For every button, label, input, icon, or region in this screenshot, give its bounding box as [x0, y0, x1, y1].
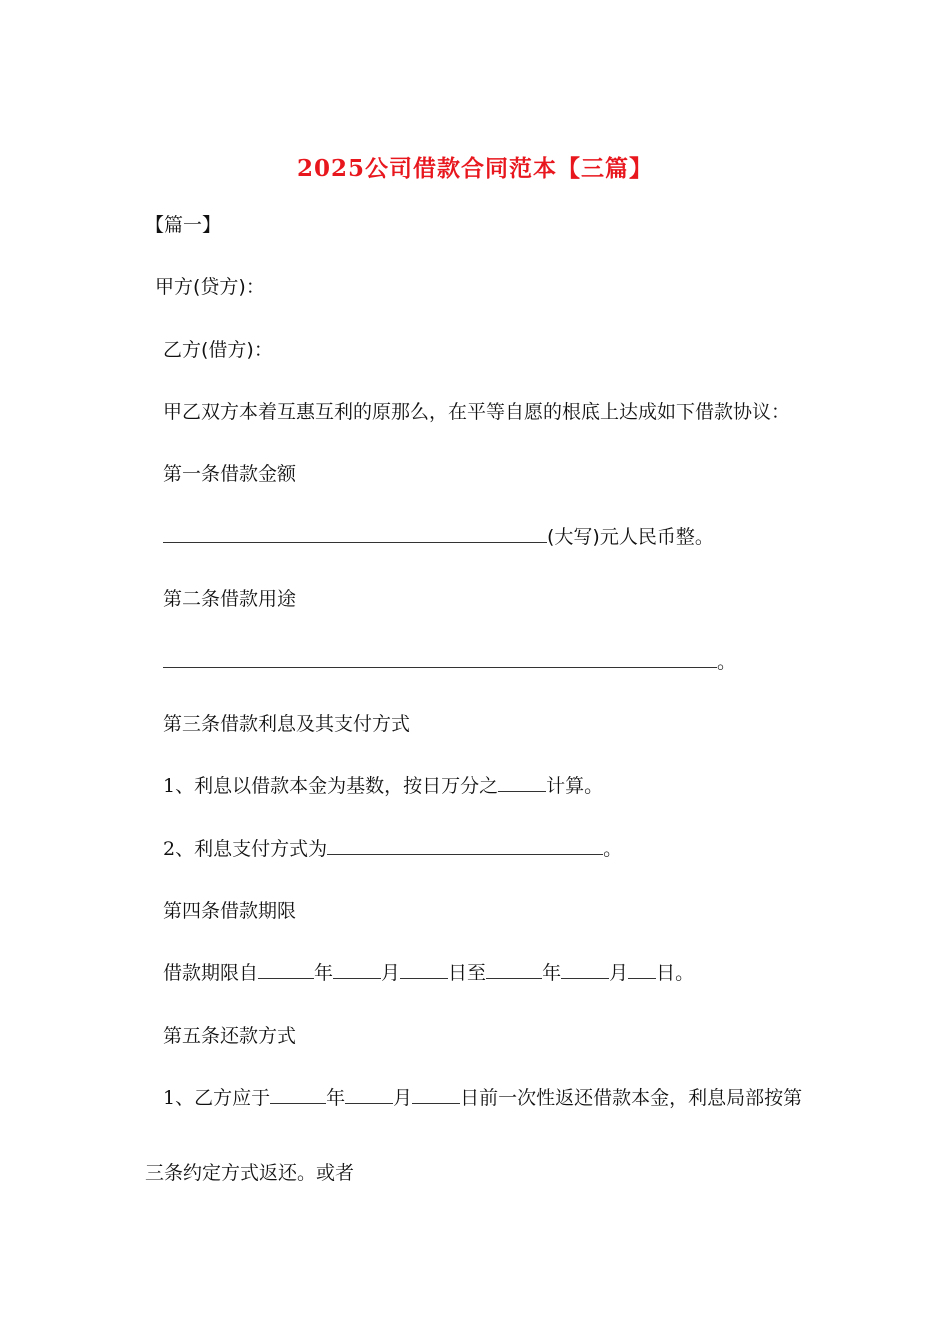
month-label: 月 — [393, 1087, 413, 1109]
item-tail: 日前一次性返还借款本金，利息局部按第 — [460, 1087, 803, 1109]
article-1-tail: (大写)元人民币整。 — [547, 526, 714, 548]
section-heading: 【篇一】 — [145, 214, 222, 236]
item-text: 、利息支付方式为 — [175, 838, 328, 860]
item-number: 1 — [163, 775, 176, 797]
end-month-blank — [561, 960, 609, 979]
start-day-blank — [400, 960, 448, 979]
intro-paragraph: 甲乙双方本着互惠互利的原那么，在平等自愿的根底上达成如下借款协议： — [163, 401, 791, 423]
term-label: 借款期限自 — [163, 962, 259, 984]
party-a-line: 甲方(贷方)： — [155, 276, 265, 298]
repay-year-blank — [270, 1085, 326, 1104]
article-1-body — [163, 524, 714, 550]
item-number: 2 — [163, 838, 176, 860]
article-5-continuation: 三条约定方式返还。或者 — [145, 1162, 355, 1184]
end-year-blank — [486, 960, 542, 979]
amount-blank — [163, 524, 547, 543]
page-title: 2025公司借款合同范本【三篇】 — [296, 155, 653, 182]
article-3-item-2 — [163, 836, 622, 862]
article-3-item-1 — [163, 773, 603, 799]
article-5-item-1 — [163, 1085, 802, 1111]
end-day-blank — [628, 960, 656, 979]
year-label: 年 — [326, 1087, 346, 1109]
article-2-body — [163, 649, 736, 675]
item-number: 1 — [163, 1087, 176, 1109]
payment-method-blank — [327, 836, 603, 855]
article-2-tail: 。 — [717, 651, 737, 673]
item-tail: 。 — [603, 838, 623, 860]
day-end-label: 日。 — [656, 962, 695, 984]
month-label: 月 — [381, 962, 401, 984]
article-4-body — [163, 960, 694, 986]
article-2-title: 第二条借款用途 — [163, 588, 297, 610]
year-label: 年 — [314, 962, 334, 984]
repay-day-blank — [412, 1085, 460, 1104]
party-b-line: 乙方(借方)： — [163, 339, 273, 361]
start-year-blank — [258, 960, 314, 979]
repay-month-blank — [345, 1085, 393, 1104]
article-5-title: 第五条还款方式 — [163, 1025, 297, 1047]
item-tail: 计算。 — [546, 775, 604, 797]
purpose-blank — [163, 649, 717, 668]
item-text: 、乙方应于 — [175, 1087, 271, 1109]
year-label: 年 — [542, 962, 562, 984]
article-1-title: 第一条借款金额 — [163, 463, 297, 485]
rate-blank — [498, 773, 546, 792]
day-to-label: 日至 — [448, 962, 487, 984]
start-month-blank — [333, 960, 381, 979]
month-label: 月 — [609, 962, 629, 984]
article-3-title: 第三条借款利息及其支付方式 — [163, 713, 411, 735]
item-text: 、利息以借款本金为基数，按日万分之 — [175, 775, 499, 797]
article-4-title: 第四条借款期限 — [163, 900, 297, 922]
